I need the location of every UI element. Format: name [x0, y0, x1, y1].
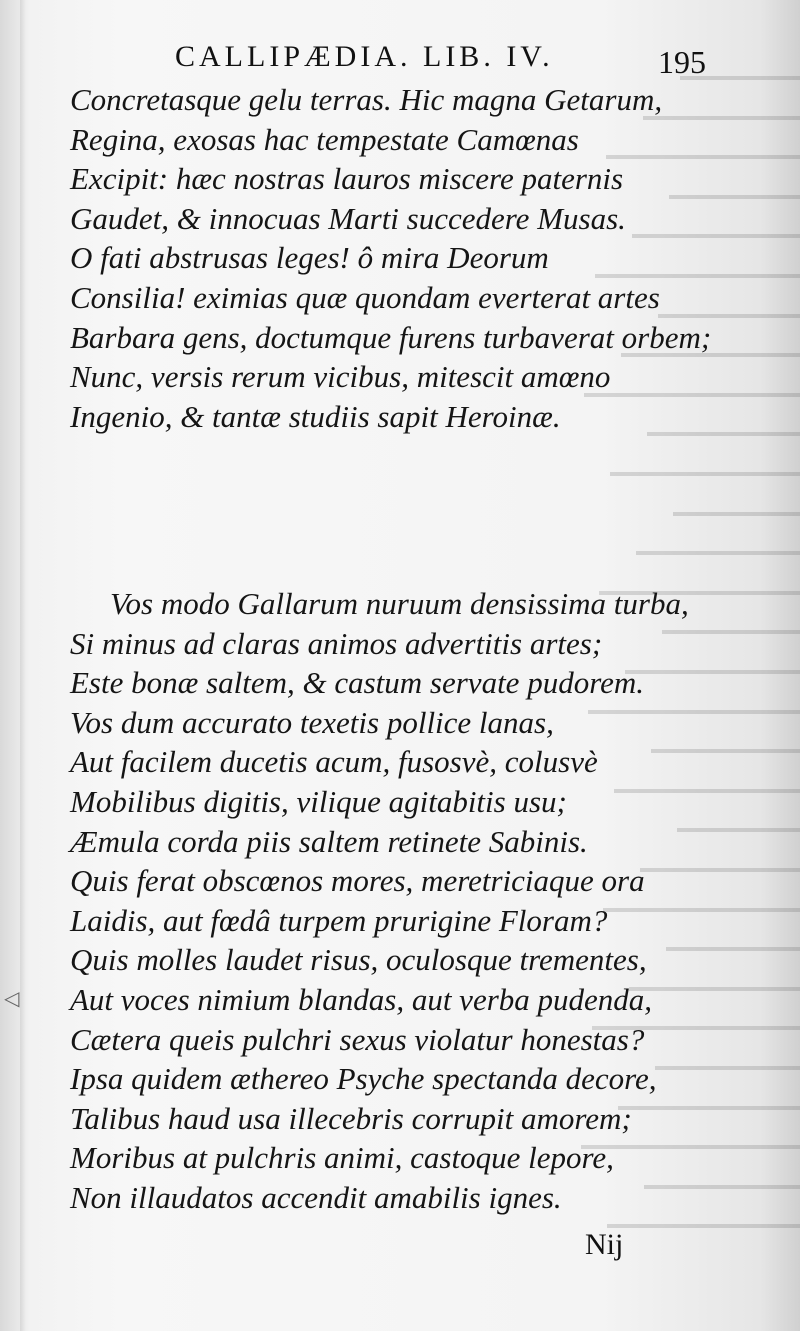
- page-number: 195: [658, 44, 706, 80]
- verse-line: Talibus haud usa illecebris corrupit amorem;: [70, 1100, 632, 1136]
- verse-line: Vos dum accurato texetis pollice lanas,: [70, 704, 554, 740]
- gutter-shadow: [20, 0, 26, 1331]
- verse-line: Quis ferat obscœnos mores, meretriciaque ora: [70, 863, 645, 899]
- verse-line: Este bonæ saltem, & castum servate pudorem.: [70, 665, 644, 701]
- verse-line: Moribus at pulchris animi, castoque lepore,: [70, 1140, 614, 1176]
- verse-line: Vos modo Gallarum nuruum densissima turba,: [110, 586, 689, 621]
- verse-line: Cætera queis pulchri sexus violatur honestas?: [70, 1021, 645, 1057]
- verse-line: Si minus ad claras animos advertitis artes;: [70, 625, 603, 661]
- verse-line: Ingenio, & tantæ studiis sapit Heroinæ.: [70, 398, 561, 434]
- verse-line: Nunc, versis rerum vicibus, mitescit amœno: [70, 359, 611, 395]
- verse-line: Non illaudatos accendit amabilis ignes.: [70, 1179, 562, 1215]
- verse-line: Aut facilem ducetis acum, fusosvè, colusvè: [70, 744, 598, 780]
- catchword: Nij: [585, 1228, 624, 1261]
- verse-line: Regina, exosas hac tempestate Camœnas: [70, 121, 579, 157]
- verse-line: Aut voces nimium blandas, aut verba pudenda,: [70, 981, 653, 1017]
- verse-line: Barbara gens, doctumque furens turbaverat orbem;: [70, 319, 712, 355]
- verse-stanza-1: [70, 80, 710, 436]
- running-title: CALLIPÆDIA. LIB. IV.: [175, 40, 554, 73]
- bleed-stroke: [636, 551, 800, 555]
- verse-line: Excipit: hæc nostras lauros miscere paternis: [70, 161, 624, 197]
- verse-line: Consilia! eximias quæ quondam everterat artes: [70, 279, 660, 315]
- verse-line: Laidis, aut fœdâ turpem prurigine Floram?: [70, 902, 608, 938]
- verse-line: Gaudet, & innocuas Marti succedere Musas.: [70, 200, 626, 236]
- bleed-stroke: [673, 512, 800, 516]
- verse-line: Quis molles laudet risus, oculosque trementes,: [70, 942, 647, 978]
- bleed-stroke: [610, 472, 800, 476]
- bleed-stroke: [607, 1224, 800, 1228]
- verse-stanza-2: [70, 584, 710, 1218]
- margin-mark: ◁: [4, 988, 20, 1010]
- verse-line: Concretasque gelu terras. Hic magna Getarum,: [70, 82, 663, 117]
- verse-line: Mobilibus digitis, vilique agitabitis usu;: [70, 783, 567, 819]
- verse-line: Ipsa quidem æthereo Psyche spectanda decore,: [70, 1061, 657, 1097]
- verse-line: Æmula corda piis saltem retinete Sabinis.: [70, 823, 588, 859]
- verse-line: O fati abstrusas leges! ô mira Deorum: [70, 240, 549, 276]
